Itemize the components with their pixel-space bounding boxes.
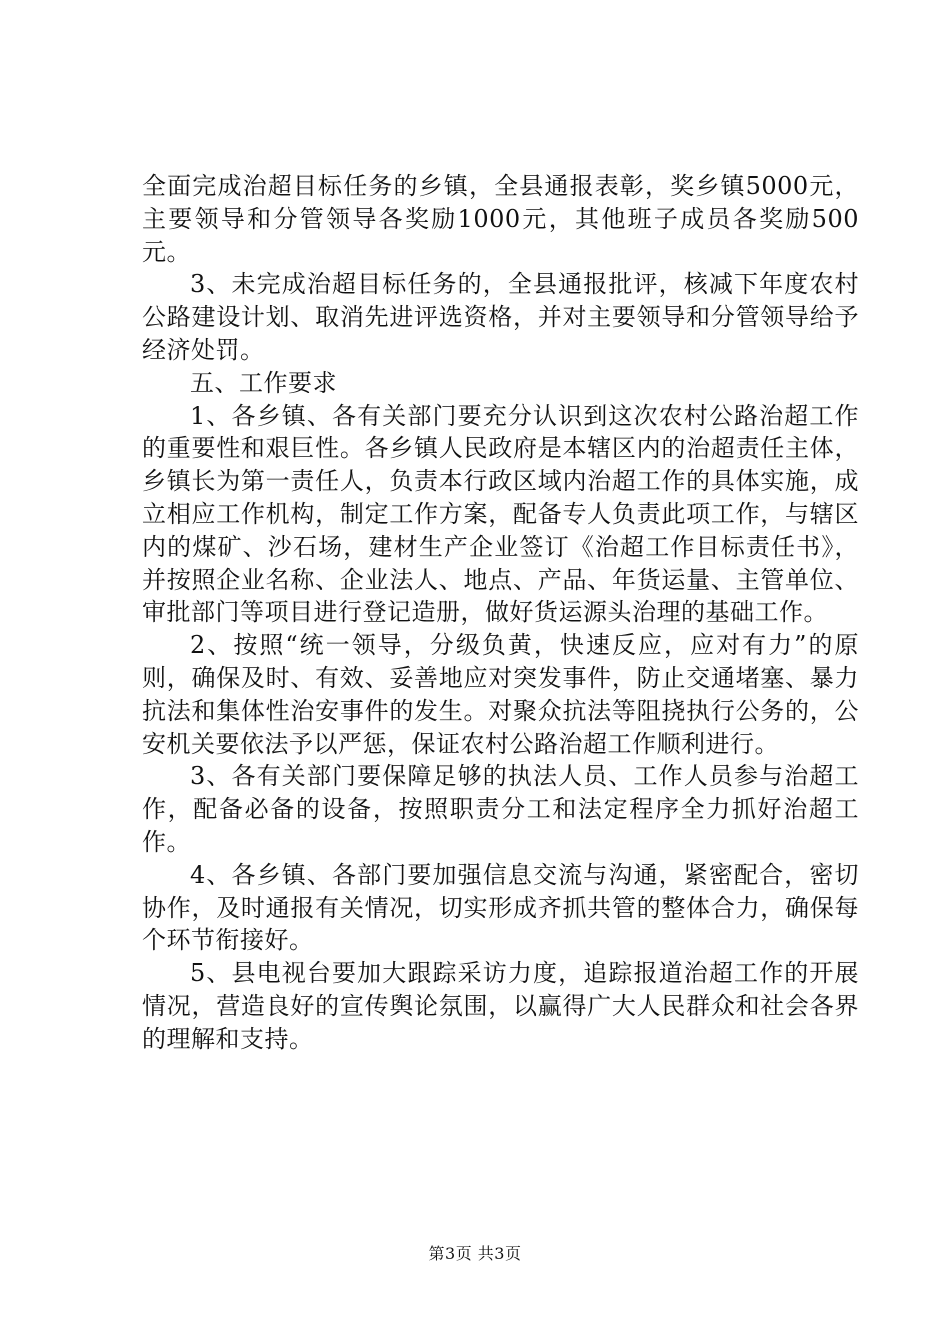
paragraph-requirement-2: 2、按照“统一领导，分级负黄，快速反应，应对有力”的原则，确保及时、有效、妥善地应对突发事件，防止交通堵塞、暴力抗法和集体性治安事件的发生。对聚众抗法等阻挠执行公务的，公安机关要依法予以严惩，保证农村公路治超工作顺利进行。 [142, 631, 859, 758]
paragraph-penalty: 3、未完成治超目标任务的，全县通报批评，核减下年度农村公路建设计划、取消先进评选资格，并对主要领导和分管领导给予经济处罚。 [142, 270, 859, 364]
document-body [142, 170, 859, 1056]
paragraph-requirement-1: 1、各乡镇、各有关部门要充分认识到这次农村公路治超工作的重要性和艰巨性。各乡镇人民政府是本辖区内的治超责任主体，乡镇长为第一责任人，负责本行政区域内治超工作的具体实施，成立相应工作机构，制定工作方案，配备专人负责此项工作，与辖区内的煤矿、沙石场，建材生产企业签订《治超工作目标责任书》，并按照企业名称、企业法人、地点、产品、年货运量、主管单位、审批部门等项目进行登记造册，做好货运源头治理的基础工作。 [142, 401, 859, 627]
paragraph-commendation: 全面完成治超目标任务的乡镇，全县通报表彰，奖乡镇5000元，主要领导和分管领导各奖励1000元，其他班子成员各奖励500元。 [142, 172, 859, 266]
paragraph-requirement-5: 5、县电视台要加大跟踪采访力度，追踪报道治超工作的开展情况，营造良好的宣传舆论氛围，以赢得广大人民群众和社会各界的理解和支持。 [142, 959, 859, 1053]
paragraph-requirement-4: 4、各乡镇、各部门要加强信息交流与沟通，紧密配合，密切协作，及时通报有关情况，切实形成齐抓共管的整体合力，确保每个环节衔接好。 [142, 860, 859, 955]
page-number-footer: 第3页 共3页 [428, 1244, 522, 1263]
section-heading-work-requirements: 五、工作要求 [190, 368, 337, 397]
paragraph-requirement-3: 3、各有关部门要保障足够的执法人员、工作人员参与治超工作，配备必备的设备，按照职责分工和法定程序全力抓好治超工作。 [142, 762, 859, 856]
